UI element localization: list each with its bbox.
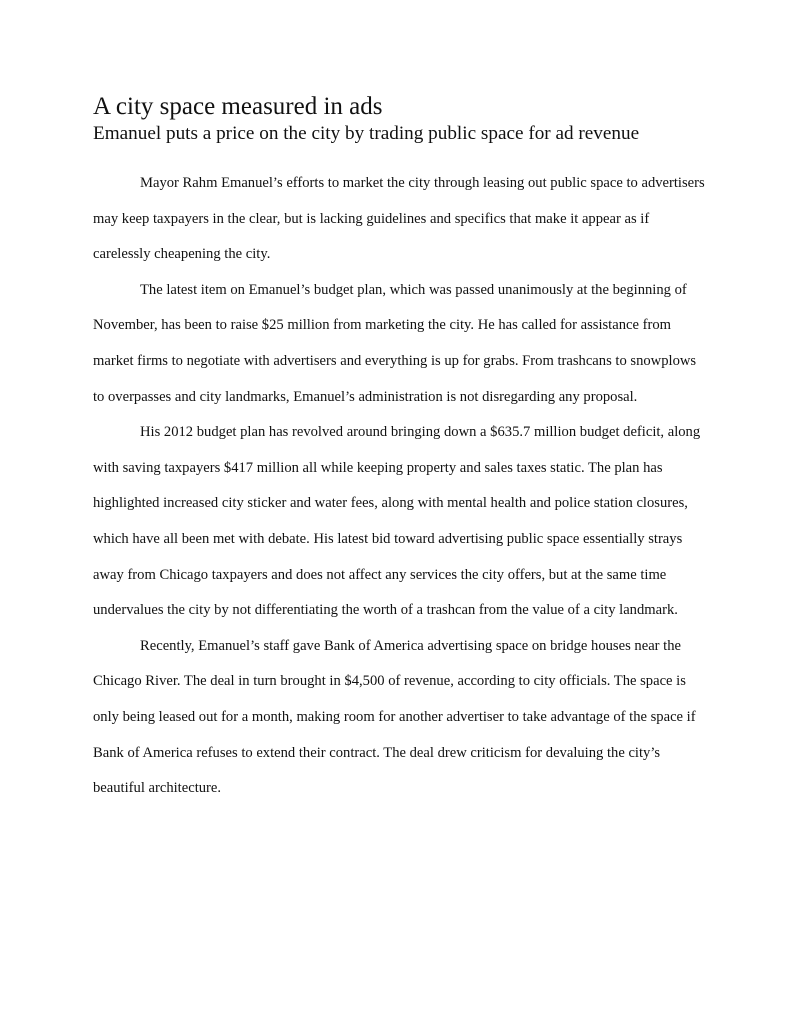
article-paragraph: Recently, Emanuel’s staff gave Bank of America advertising space on bridge houses near the Chicago River. The deal in turn brought in $4,500 of revenue, according to city officials. The space is only being leased out for a month, making room for another advertiser to take advantage of the space if Bank of America refuses to extend their contract. The deal drew criticism for devaluing the city’s beautiful architecture. (93, 637, 696, 797)
article-paragraph: The latest item on Emanuel’s budget plan, which was passed unanimously at the beginning of November, has been to raise $25 million from marketing the city. He has called for assistance from market firms to negotiate with advertisers and everything is up for grabs. From trashcans to snowplows to overpasses and city landmarks, Emanuel’s administration is not disregarding any proposal. (93, 281, 697, 405)
article-subheadline: Emanuel puts a price on the city by trading public space for ad revenue (93, 123, 640, 144)
article-headline: A city space measured in ads (93, 93, 383, 120)
article-body (93, 166, 705, 807)
article-paragraph: Mayor Rahm Emanuel’s efforts to market the city through leasing out public space to advertisers may keep taxpayers in the clear, but is lacking guidelines and specifics that make it appear as if carelessly cheapening the city. (93, 175, 705, 263)
article-paragraph: His 2012 budget plan has revolved around bringing down a $635.7 million budget deficit, along with saving taxpayers $417 million all while keeping property and sales taxes static. The plan has highlighted increased city sticker and water fees, along with mental health and police station closures, which have all been met with debate. His latest bid toward advertising public space essentially strays away from Chicago taxpayers and does not affect any services the city offers, but at the same time undervalues the city by not differentiating the worth of a trashcan from the value of a city landmark. (93, 424, 701, 619)
article (93, 92, 705, 807)
